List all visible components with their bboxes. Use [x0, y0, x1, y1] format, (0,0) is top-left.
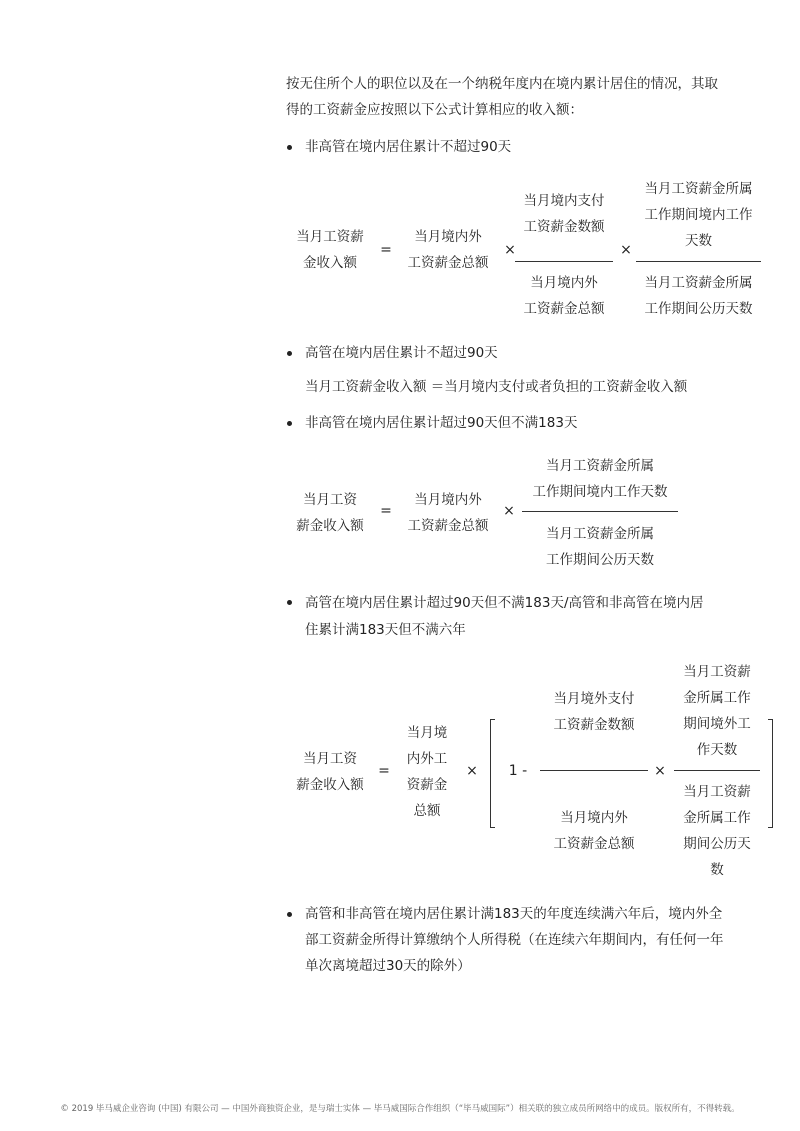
equals-sign: = — [380, 503, 392, 519]
case5-line-1: 高管和非高管在境内居住累计满183天的年度连续满六年后，境内外全 — [305, 906, 723, 922]
case2-formula: 当月工资薪金收入额 ＝当月境内支付或者负担的工资薪金收入额 — [305, 379, 688, 395]
fraction-bar — [522, 511, 678, 512]
bullet-dot — [287, 421, 292, 426]
case1-frac2-numerator: 当月工资薪金所属 工作期间境内工作 天数 — [644, 181, 753, 249]
case1-total: 当月境内外 工资薪金总额 — [407, 229, 489, 271]
times-sign: × — [620, 242, 632, 258]
bullet-dot — [287, 912, 292, 917]
one-minus: 1 - — [508, 763, 528, 779]
right-bracket — [768, 719, 773, 828]
case4-heading-line-2: 住累计满183天但不满六年 — [305, 622, 466, 638]
intro-line-1: 按无住所个人的职位以及在一个纳税年度内在境内累计居住的情况，其取 — [286, 76, 718, 92]
case3-lhs: 当月工资 薪金收入额 — [296, 492, 364, 534]
bullet-dot — [287, 145, 292, 150]
bullet-dot — [287, 351, 292, 356]
intro-line-2: 得的工资薪金应按照以下公式计算相应的收入额： — [286, 102, 583, 118]
case3-total: 当月境内外 工资薪金总额 — [407, 492, 489, 534]
times-sign: × — [466, 763, 478, 779]
case1-lhs: 当月工资薪 金收入额 — [296, 229, 364, 271]
case4-total: 当月境 内外工 资薪金 总额 — [406, 725, 448, 819]
case4-frac1-numerator: 当月境外支付 工资薪金数额 — [553, 691, 635, 733]
case4-heading-line-1: 高管在境内居住累计超过90天但不满183天/高管和非高管在境内居 — [305, 595, 704, 611]
case5-line-2: 部工资薪金所得计算缴纳个人所得税（在连续六年期间内，有任何一年 — [305, 932, 724, 948]
fraction-bar — [515, 261, 613, 262]
left-bracket — [490, 719, 495, 828]
times-sign: × — [654, 763, 666, 779]
times-sign: × — [503, 503, 515, 519]
case1-heading: 非高管在境内居住累计不超过90天 — [305, 139, 512, 155]
case3-frac-numerator: 当月工资薪金所属 工作期间境内工作天数 — [532, 458, 668, 500]
equals-sign: = — [380, 242, 392, 258]
fraction-bar — [674, 770, 760, 771]
case4-frac2-numerator: 当月工资薪 金所属工作 期间境外工 作天数 — [683, 664, 751, 758]
case4-lhs: 当月工资 薪金收入额 — [296, 751, 364, 793]
case3-frac-denominator: 当月工资薪金所属 工作期间公历天数 — [546, 526, 654, 568]
case5-line-3: 单次离境超过30天的除外） — [305, 958, 471, 974]
case1-frac1-denominator: 当月境内外 工资薪金总额 — [523, 275, 605, 317]
copyright-footer: © 2019 毕马威企业咨询 (中国) 有限公司 — 中国外商独资企业，是与瑞士实体 — 毕马威国际合作组织（“毕马威国际”）相关联的独立成员所网络中的成员。版权所有，不得转载。 — [60, 1104, 740, 1114]
case2-heading: 高管在境内居住累计不超过90天 — [305, 345, 498, 361]
times-sign: × — [504, 242, 516, 258]
case3-heading: 非高管在境内居住累计超过90天但不满183天 — [305, 415, 578, 431]
case1-frac1-numerator: 当月境内支付 工资薪金数额 — [523, 193, 605, 235]
case4-frac2-denominator: 当月工资薪 金所属工作 期间公历天 数 — [683, 784, 751, 878]
case1-frac2-denominator: 当月工资薪金所属 工作期间公历天数 — [644, 275, 753, 317]
fraction-bar — [636, 261, 761, 262]
fraction-bar — [540, 770, 648, 771]
bullet-dot — [287, 600, 292, 605]
case4-frac1-denominator: 当月境内外 工资薪金总额 — [553, 810, 635, 852]
equals-sign: = — [378, 763, 390, 779]
